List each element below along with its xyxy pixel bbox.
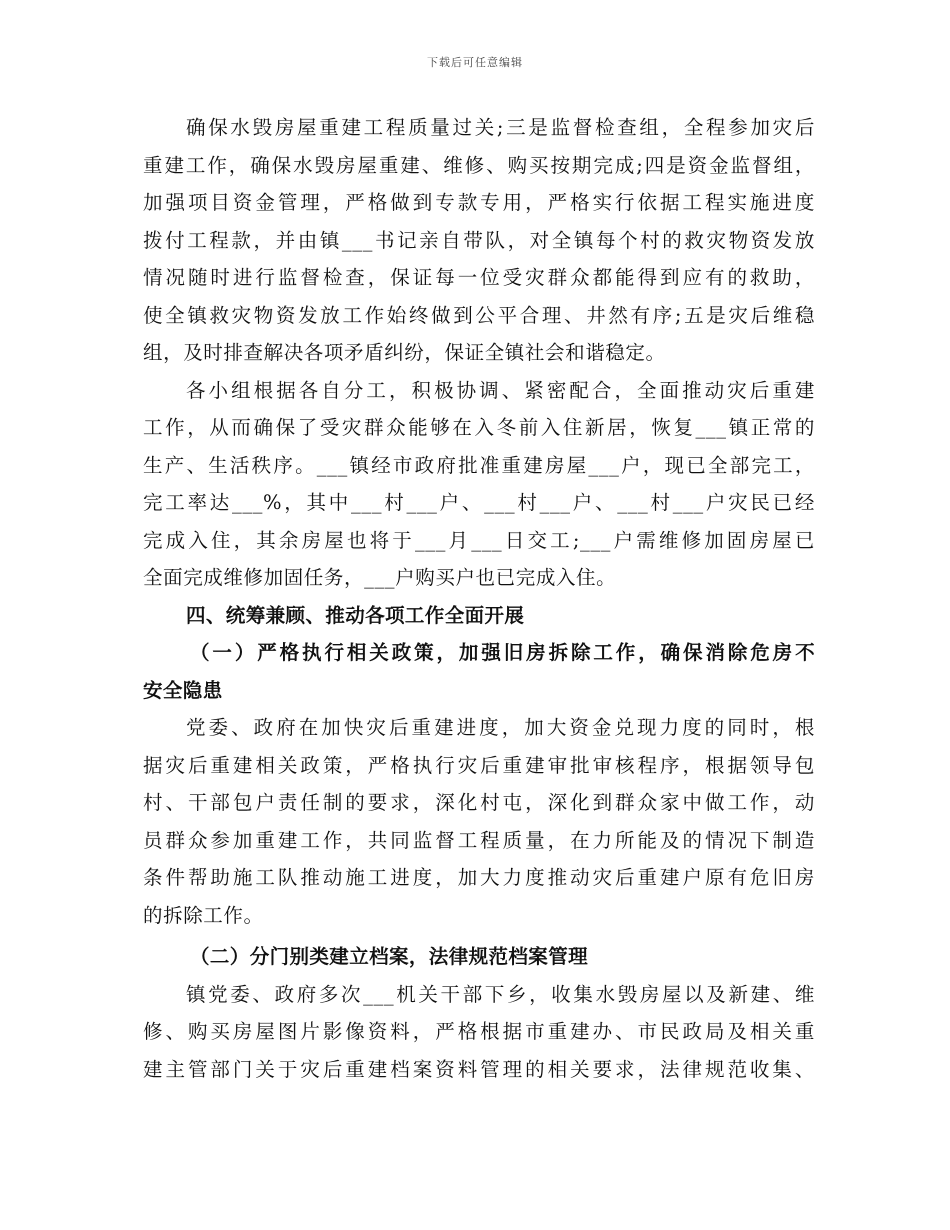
section-heading-4: 四、统筹兼顾、推动各项工作全面开展: [186, 603, 525, 627]
paragraph-line: 建主管部门关于灾后重建档案资料管理的相关要求，法律规范收集、: [143, 1057, 815, 1081]
subsection-heading-1: [143, 634, 815, 709]
paragraph-line: 条件帮助施工队推动施工进度，加大力度推动灾后重建户原有危旧房: [143, 866, 815, 889]
paragraph-line: 重建工作，确保水毁房屋重建、维修、购买按期完成;四是资金监督组，: [143, 153, 815, 177]
paragraph-line: 修、购买房屋图片影像资料，严格根据市重建办、市民政局及相关重: [143, 1020, 815, 1043]
paragraph-line: 工作，从而确保了受灾群众能够在入冬前入住新居，恢复___镇正常的: [143, 416, 815, 439]
paragraph-line: 加强项目资金管理，严格做到专款专用，严格实行依据工程实施进度: [143, 191, 815, 214]
paragraph-2: [143, 372, 815, 597]
subsection-heading-line: 安全隐患: [143, 678, 223, 702]
paragraph-line: 拨付工程款，并由镇___书记亲自带队，对全镇每个村的救灾物资发放: [143, 228, 815, 252]
paragraph-line: 的拆除工作。: [143, 903, 264, 927]
paragraph-line: 据灾后重建相关政策，严格执行灾后重建审批审核程序，根据领导包: [143, 753, 815, 777]
paragraph-line: 员群众参加重建工作，共同监督工程质量，在力所能及的情况下制造: [143, 828, 815, 852]
document-body: [143, 109, 815, 1088]
paragraph-line: 完工率达___%，其中___村___户、___村___户、___村___户灾民已经: [143, 491, 815, 514]
paragraph-4: [143, 976, 815, 1089]
subsection-heading-2: （二）分门别类建立档案，法律规范档案管理: [190, 945, 589, 968]
paragraph-line: 使全镇救灾物资发放工作始终做到公平合理、井然有序;五是灾后维稳: [143, 303, 815, 327]
paragraph-1: [143, 109, 815, 372]
paragraph-line: 完成入住，其余房屋也将于___月___日交工;___户需维修加固房屋已: [143, 528, 815, 552]
paragraph-line: 组，及时排查解决各项矛盾纠纷，保证全镇社会和谐稳定。: [143, 341, 666, 364]
paragraph-line: 党委、政府在加快灾后重建进度，加大资金兑现力度的同时，根: [186, 716, 815, 739]
paragraph-line: 情况随时进行监督检查，保证每一位受灾群众都能得到应有的救助，: [143, 266, 815, 289]
paragraph-line: 镇党委、政府多次___机关干部下乡，收集水毁房屋以及新建、维: [186, 982, 815, 1006]
paragraph-line: 确保水毁房屋重建工程质量过关;三是监督检查组，全程参加灾后: [186, 116, 815, 139]
paragraph-line: 生产、生活秩序。___镇经市政府批准重建房屋___户，现已全部完工，: [143, 453, 815, 477]
paragraph-line: 全面完成维修加固任务，___户购买户也已完成入住。: [143, 566, 617, 589]
paragraph-line: 村、干部包户责任制的要求，深化村屯，深化到群众家中做工作，动: [143, 791, 815, 814]
paragraph-3: [143, 709, 815, 934]
page-header: 下载后可任意编辑: [427, 56, 523, 69]
subsection-heading-line: （一）严格执行相关政策，加强旧房拆除工作，确保消除危房不: [190, 641, 815, 664]
paragraph-line: 各小组根据各自分工，积极协调、紧密配合，全面推动灾后重建: [186, 378, 815, 402]
